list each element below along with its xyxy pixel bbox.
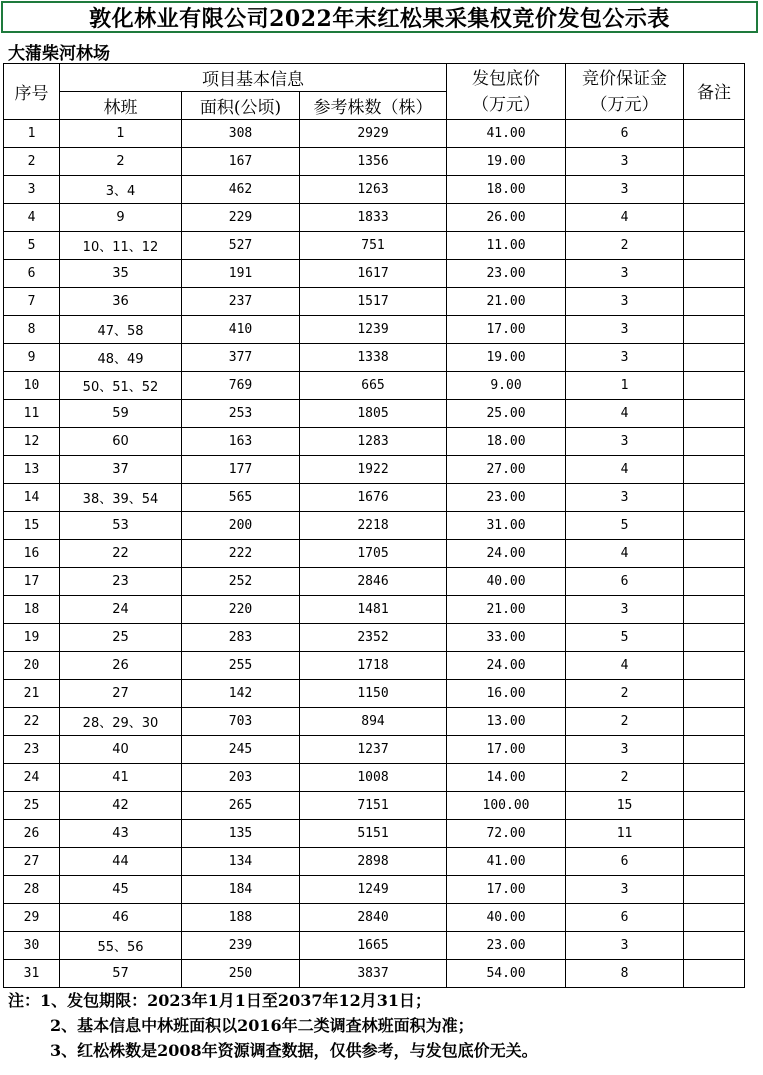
title-cell[interactable]: [1, 1, 758, 33]
cell-trees[interactable]: 1283: [300, 428, 447, 456]
cell-trees[interactable]: 1249: [300, 876, 447, 904]
cell-seq[interactable]: 14: [4, 484, 60, 512]
table-row: [4, 652, 745, 680]
cell-lin-ban[interactable]: 35: [60, 260, 182, 288]
cell-seq[interactable]: 2: [4, 148, 60, 176]
cell-lin-ban[interactable]: 2: [60, 148, 182, 176]
cell-lin-ban[interactable]: 45: [60, 876, 182, 904]
cell-base-price[interactable]: 100.00: [447, 792, 566, 820]
cell-deposit[interactable]: 3: [566, 876, 684, 904]
table-row: [4, 904, 745, 932]
cell-trees[interactable]: 894: [300, 708, 447, 736]
cell-base-price[interactable]: 19.00: [447, 344, 566, 372]
cell-lin-ban[interactable]: 37: [60, 456, 182, 484]
cell-lin-ban[interactable]: 9: [60, 204, 182, 232]
table-row: [4, 764, 745, 792]
cell-deposit[interactable]: 3: [566, 596, 684, 624]
cell-lin-ban[interactable]: 47、58: [60, 316, 182, 344]
note-1: 注：1、发包期限：2023年1月1日至2037年12月31日；: [8, 991, 431, 1010]
cell-base-price[interactable]: 23.00: [447, 260, 566, 288]
cell-area[interactable]: 239: [182, 932, 300, 960]
table-row: [4, 960, 745, 988]
table-row: [4, 232, 745, 260]
cell-seq[interactable]: 17: [4, 568, 60, 596]
cell-remarks[interactable]: [684, 708, 745, 736]
cell-area[interactable]: 188: [182, 904, 300, 932]
cell-remarks[interactable]: [684, 904, 745, 932]
cell-base-price[interactable]: 23.00: [447, 932, 566, 960]
cell-deposit[interactable]: 5: [566, 624, 684, 652]
cell-seq[interactable]: 20: [4, 652, 60, 680]
subtitle: 大蒲柴河林场: [8, 44, 110, 64]
table-body: [4, 120, 745, 988]
cell-lin-ban[interactable]: 44: [60, 848, 182, 876]
cell-trees[interactable]: 1338: [300, 344, 447, 372]
cell-lin-ban[interactable]: 3、4: [60, 176, 182, 204]
cell-lin-ban[interactable]: 50、51、52: [60, 372, 182, 400]
cell-lin-ban[interactable]: 53: [60, 512, 182, 540]
cell-area[interactable]: 229: [182, 204, 300, 232]
table-row: [4, 792, 745, 820]
cell-area[interactable]: 265: [182, 792, 300, 820]
cell-seq[interactable]: 19: [4, 624, 60, 652]
cell-remarks[interactable]: [684, 400, 745, 428]
cell-area[interactable]: 410: [182, 316, 300, 344]
cell-base-price[interactable]: 17.00: [447, 316, 566, 344]
cell-remarks[interactable]: [684, 148, 745, 176]
cell-lin-ban[interactable]: 26: [60, 652, 182, 680]
note-2: 2、基本信息中林班面积以2016年二类调查林班面积为准；: [50, 1016, 474, 1035]
table-row: [4, 400, 745, 428]
cell-deposit[interactable]: 4: [566, 652, 684, 680]
cell-base-price[interactable]: 23.00: [447, 484, 566, 512]
table-row: [4, 540, 745, 568]
cell-remarks[interactable]: [684, 932, 745, 960]
cell-lin-ban[interactable]: 28、29、30: [60, 708, 182, 736]
cell-remarks[interactable]: [684, 344, 745, 372]
cell-base-price[interactable]: 54.00: [447, 960, 566, 988]
cell-deposit[interactable]: 3: [566, 932, 684, 960]
table-row: [4, 484, 745, 512]
cell-lin-ban[interactable]: 36: [60, 288, 182, 316]
cell-trees[interactable]: 1805: [300, 400, 447, 428]
cell-lin-ban[interactable]: 27: [60, 680, 182, 708]
cell-remarks[interactable]: [684, 568, 745, 596]
cell-lin-ban[interactable]: 41: [60, 764, 182, 792]
note-3: 3、红松株数是2008年资源调查数据，仅供参考，与发包底价无关。: [50, 1041, 538, 1060]
cell-area[interactable]: 255: [182, 652, 300, 680]
cell-seq[interactable]: 22: [4, 708, 60, 736]
cell-remarks[interactable]: [684, 456, 745, 484]
header-project-info[interactable]: 项目基本信息: [60, 64, 447, 92]
cell-deposit[interactable]: 4: [566, 456, 684, 484]
cell-area[interactable]: 237: [182, 288, 300, 316]
cell-seq[interactable]: 12: [4, 428, 60, 456]
cell-remarks[interactable]: [684, 428, 745, 456]
cell-area[interactable]: 203: [182, 764, 300, 792]
cell-remarks[interactable]: [684, 260, 745, 288]
cell-trees[interactable]: 2352: [300, 624, 447, 652]
cell-deposit[interactable]: 3: [566, 148, 684, 176]
cell-trees[interactable]: 7151: [300, 792, 447, 820]
cell-trees[interactable]: 3837: [300, 960, 447, 988]
cell-deposit[interactable]: 2: [566, 232, 684, 260]
bid-table: [3, 63, 745, 988]
cell-deposit[interactable]: 15: [566, 792, 684, 820]
cell-seq[interactable]: 3: [4, 176, 60, 204]
cell-deposit[interactable]: 3: [566, 428, 684, 456]
cell-area[interactable]: 191: [182, 260, 300, 288]
cell-trees[interactable]: 2218: [300, 512, 447, 540]
cell-area[interactable]: 167: [182, 148, 300, 176]
cell-remarks[interactable]: [684, 960, 745, 988]
cell-lin-ban[interactable]: 40: [60, 736, 182, 764]
cell-base-price[interactable]: 25.00: [447, 400, 566, 428]
cell-base-price[interactable]: 41.00: [447, 120, 566, 148]
cell-base-price[interactable]: 16.00: [447, 680, 566, 708]
cell-trees[interactable]: 5151: [300, 820, 447, 848]
cell-seq[interactable]: 26: [4, 820, 60, 848]
cell-area[interactable]: 283: [182, 624, 300, 652]
cell-base-price[interactable]: 18.00: [447, 176, 566, 204]
cell-deposit[interactable]: 3: [566, 260, 684, 288]
cell-area[interactable]: 703: [182, 708, 300, 736]
table-row: [4, 512, 745, 540]
table-row: [4, 932, 745, 960]
cell-area[interactable]: 222: [182, 540, 300, 568]
cell-trees[interactable]: 2846: [300, 568, 447, 596]
cell-deposit[interactable]: 3: [566, 316, 684, 344]
cell-seq[interactable]: 30: [4, 932, 60, 960]
cell-area[interactable]: 250: [182, 960, 300, 988]
header-base-price-label: 发包底价（万元）: [472, 68, 541, 115]
cell-remarks[interactable]: [684, 652, 745, 680]
cell-deposit[interactable]: 6: [566, 904, 684, 932]
cell-lin-ban[interactable]: 22: [60, 540, 182, 568]
cell-trees[interactable]: 1150: [300, 680, 447, 708]
cell-remarks[interactable]: [684, 820, 745, 848]
cell-seq[interactable]: 21: [4, 680, 60, 708]
cell-base-price[interactable]: 13.00: [447, 708, 566, 736]
cell-area[interactable]: 184: [182, 876, 300, 904]
table-row: [4, 708, 745, 736]
cell-deposit[interactable]: 3: [566, 736, 684, 764]
table-row: [4, 288, 745, 316]
cell-lin-ban[interactable]: 42: [60, 792, 182, 820]
cell-lin-ban[interactable]: 25: [60, 624, 182, 652]
cell-trees[interactable]: 665: [300, 372, 447, 400]
cell-remarks[interactable]: [684, 540, 745, 568]
cell-seq[interactable]: 6: [4, 260, 60, 288]
cell-trees[interactable]: 2929: [300, 120, 447, 148]
cell-area[interactable]: 308: [182, 120, 300, 148]
table-row: [4, 204, 745, 232]
cell-lin-ban[interactable]: 38、39、54: [60, 484, 182, 512]
cell-deposit[interactable]: 8: [566, 960, 684, 988]
cell-area[interactable]: 220: [182, 596, 300, 624]
table-row: [4, 428, 745, 456]
cell-lin-ban[interactable]: 24: [60, 596, 182, 624]
table-row: [4, 316, 745, 344]
cell-trees[interactable]: 1922: [300, 456, 447, 484]
cell-area[interactable]: 135: [182, 820, 300, 848]
cell-base-price[interactable]: 40.00: [447, 904, 566, 932]
cell-trees[interactable]: 751: [300, 232, 447, 260]
cell-remarks[interactable]: [684, 120, 745, 148]
cell-trees[interactable]: 1481: [300, 596, 447, 624]
cell-remarks[interactable]: [684, 848, 745, 876]
page-title: 敦化林业有限公司2022年末红松果采集权竞价发包公示表: [89, 5, 670, 32]
table-row: [4, 120, 745, 148]
cell-seq[interactable]: 24: [4, 764, 60, 792]
cell-remarks[interactable]: [684, 204, 745, 232]
cell-base-price[interactable]: 24.00: [447, 652, 566, 680]
header-deposit-label: 竞价保证金（万元）: [582, 68, 668, 115]
cell-trees[interactable]: 2898: [300, 848, 447, 876]
cell-base-price[interactable]: 21.00: [447, 596, 566, 624]
table-row: [4, 456, 745, 484]
cell-remarks[interactable]: [684, 792, 745, 820]
cell-deposit[interactable]: 4: [566, 400, 684, 428]
cell-seq[interactable]: 1: [4, 120, 60, 148]
cell-trees[interactable]: 1008: [300, 764, 447, 792]
cell-trees[interactable]: 1263: [300, 176, 447, 204]
cell-lin-ban[interactable]: 55、56: [60, 932, 182, 960]
cell-area[interactable]: 252: [182, 568, 300, 596]
cell-deposit[interactable]: 2: [566, 680, 684, 708]
cell-remarks[interactable]: [684, 624, 745, 652]
cell-seq[interactable]: 15: [4, 512, 60, 540]
cell-base-price[interactable]: 19.00: [447, 148, 566, 176]
cell-deposit[interactable]: 3: [566, 288, 684, 316]
table-row: [4, 596, 745, 624]
cell-remarks[interactable]: [684, 372, 745, 400]
table-row: [4, 876, 745, 904]
cell-base-price[interactable]: 33.00: [447, 624, 566, 652]
cell-deposit[interactable]: 3: [566, 344, 684, 372]
table-row: [4, 680, 745, 708]
cell-remarks[interactable]: [684, 876, 745, 904]
cell-trees[interactable]: 1676: [300, 484, 447, 512]
cell-deposit[interactable]: 6: [566, 568, 684, 596]
cell-base-price[interactable]: 17.00: [447, 736, 566, 764]
header-trees[interactable]: 参考株数（株）: [300, 92, 447, 120]
cell-lin-ban[interactable]: 59: [60, 400, 182, 428]
cell-lin-ban[interactable]: 43: [60, 820, 182, 848]
cell-trees[interactable]: 1833: [300, 204, 447, 232]
cell-base-price[interactable]: 14.00: [447, 764, 566, 792]
cell-area[interactable]: 245: [182, 736, 300, 764]
cell-area[interactable]: 527: [182, 232, 300, 260]
cell-area[interactable]: 769: [182, 372, 300, 400]
cell-seq[interactable]: 9: [4, 344, 60, 372]
cell-deposit[interactable]: 4: [566, 540, 684, 568]
cell-seq[interactable]: 29: [4, 904, 60, 932]
cell-deposit[interactable]: 2: [566, 764, 684, 792]
cell-area[interactable]: 377: [182, 344, 300, 372]
cell-area[interactable]: 163: [182, 428, 300, 456]
cell-lin-ban[interactable]: 10、11、12: [60, 232, 182, 260]
header-lin-ban[interactable]: 林班: [60, 92, 182, 120]
table-row: [4, 568, 745, 596]
cell-lin-ban[interactable]: 1: [60, 120, 182, 148]
cell-remarks[interactable]: [684, 484, 745, 512]
cell-area[interactable]: 134: [182, 848, 300, 876]
cell-area[interactable]: 177: [182, 456, 300, 484]
cell-seq[interactable]: 8: [4, 316, 60, 344]
cell-lin-ban[interactable]: 48、49: [60, 344, 182, 372]
cell-seq[interactable]: 31: [4, 960, 60, 988]
cell-remarks[interactable]: [684, 596, 745, 624]
cell-deposit[interactable]: 11: [566, 820, 684, 848]
cell-seq[interactable]: 23: [4, 736, 60, 764]
cell-base-price[interactable]: 40.00: [447, 568, 566, 596]
header-remarks[interactable]: 备注: [684, 64, 745, 120]
cell-base-price[interactable]: 41.00: [447, 848, 566, 876]
cell-deposit[interactable]: 1: [566, 372, 684, 400]
cell-base-price[interactable]: 17.00: [447, 876, 566, 904]
cell-seq[interactable]: 25: [4, 792, 60, 820]
cell-seq[interactable]: 13: [4, 456, 60, 484]
cell-base-price[interactable]: 9.00: [447, 372, 566, 400]
cell-base-price[interactable]: 31.00: [447, 512, 566, 540]
cell-trees[interactable]: 2840: [300, 904, 447, 932]
cell-base-price[interactable]: 21.00: [447, 288, 566, 316]
cell-remarks[interactable]: [684, 176, 745, 204]
cell-trees[interactable]: 1665: [300, 932, 447, 960]
cell-deposit[interactable]: 3: [566, 176, 684, 204]
header-base-price[interactable]: [447, 64, 566, 120]
cell-base-price[interactable]: 72.00: [447, 820, 566, 848]
cell-remarks[interactable]: [684, 512, 745, 540]
table-row: [4, 176, 745, 204]
table-row: [4, 624, 745, 652]
cell-deposit[interactable]: 6: [566, 848, 684, 876]
cell-seq[interactable]: 10: [4, 372, 60, 400]
cell-deposit[interactable]: 2: [566, 708, 684, 736]
cell-remarks[interactable]: [684, 288, 745, 316]
cell-seq[interactable]: 28: [4, 876, 60, 904]
cell-trees[interactable]: 1718: [300, 652, 447, 680]
cell-seq[interactable]: 7: [4, 288, 60, 316]
cell-seq[interactable]: 27: [4, 848, 60, 876]
cell-deposit[interactable]: 4: [566, 204, 684, 232]
cell-remarks[interactable]: [684, 736, 745, 764]
cell-seq[interactable]: 16: [4, 540, 60, 568]
table-row: [4, 344, 745, 372]
cell-trees[interactable]: 1239: [300, 316, 447, 344]
cell-trees[interactable]: 1705: [300, 540, 447, 568]
cell-deposit[interactable]: 3: [566, 484, 684, 512]
cell-lin-ban[interactable]: 60: [60, 428, 182, 456]
table-row: [4, 736, 745, 764]
cell-deposit[interactable]: 5: [566, 512, 684, 540]
cell-area[interactable]: 462: [182, 176, 300, 204]
cell-trees[interactable]: 1617: [300, 260, 447, 288]
table-row: [4, 148, 745, 176]
header-area[interactable]: 面积(公顷): [182, 92, 300, 120]
cell-lin-ban[interactable]: 46: [60, 904, 182, 932]
header-seq[interactable]: 序号: [4, 64, 60, 120]
table-row: [4, 260, 745, 288]
cell-lin-ban[interactable]: 23: [60, 568, 182, 596]
table-row: [4, 820, 745, 848]
cell-lin-ban[interactable]: 57: [60, 960, 182, 988]
cell-seq[interactable]: 4: [4, 204, 60, 232]
cell-area[interactable]: 565: [182, 484, 300, 512]
cell-base-price[interactable]: 18.00: [447, 428, 566, 456]
cell-area[interactable]: 200: [182, 512, 300, 540]
cell-seq[interactable]: 5: [4, 232, 60, 260]
cell-remarks[interactable]: [684, 764, 745, 792]
cell-trees[interactable]: 1237: [300, 736, 447, 764]
cell-base-price[interactable]: 11.00: [447, 232, 566, 260]
notes: [8, 988, 538, 1063]
cell-trees[interactable]: 1356: [300, 148, 447, 176]
header-deposit[interactable]: [566, 64, 684, 120]
cell-base-price[interactable]: 26.00: [447, 204, 566, 232]
cell-remarks[interactable]: [684, 680, 745, 708]
table-row: [4, 848, 745, 876]
cell-seq[interactable]: 11: [4, 400, 60, 428]
cell-deposit[interactable]: 6: [566, 120, 684, 148]
cell-area[interactable]: 142: [182, 680, 300, 708]
cell-area[interactable]: 253: [182, 400, 300, 428]
cell-remarks[interactable]: [684, 316, 745, 344]
cell-base-price[interactable]: 27.00: [447, 456, 566, 484]
cell-base-price[interactable]: 24.00: [447, 540, 566, 568]
cell-seq[interactable]: 18: [4, 596, 60, 624]
table-row: [4, 372, 745, 400]
cell-remarks[interactable]: [684, 232, 745, 260]
cell-trees[interactable]: 1517: [300, 288, 447, 316]
